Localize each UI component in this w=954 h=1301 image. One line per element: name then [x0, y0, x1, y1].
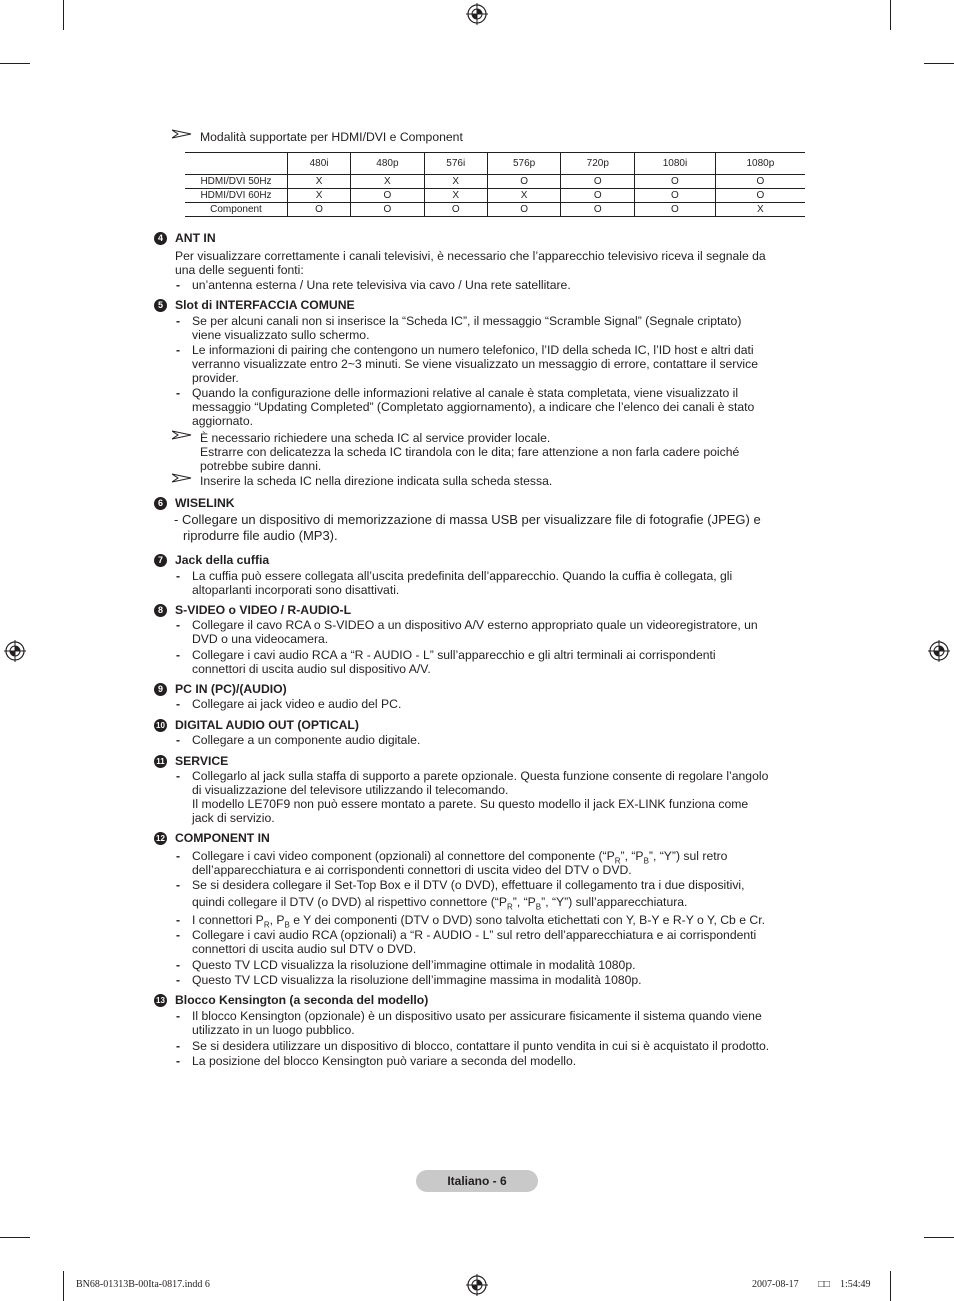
section-title: S-VIDEO o VIDEO / R-AUDIO-L	[175, 603, 352, 617]
section-title: Blocco Kensington (a seconda del modello)	[175, 993, 429, 1007]
section-number-badge: 10	[154, 719, 167, 732]
table-corner	[185, 153, 288, 175]
bullet-text: Collegare i cavi audio RCA a “R - AUDIO - L” sull’apparecchio e gli altri terminali ai corrispondenti	[192, 648, 716, 662]
bullet-text: DVD o una videocamera.	[192, 632, 329, 646]
table-header-cell: 480i	[288, 153, 351, 175]
subscript-b: B	[643, 856, 649, 866]
table-cell: O	[351, 203, 425, 217]
bullet-dash: -	[176, 958, 181, 972]
crop-mark	[924, 1237, 954, 1238]
bullet-dash: -	[176, 878, 181, 892]
bullet-dash: -	[176, 973, 181, 987]
paragraph-line: Per visualizzare correttamente i canali televisivi, è necessario che l’apparecchio televisivo riceva il segnale da	[175, 249, 766, 263]
bullet-dash: -	[176, 913, 181, 927]
text-run: , P	[269, 913, 285, 927]
bullet-text: Se per alcuni canali non si inserisce la “Scheda IC”, il messaggio “Scramble Signal” (Segnale criptato)	[192, 314, 742, 328]
bullet-text: jack di servizio.	[192, 811, 275, 825]
table-cell: O	[715, 175, 805, 189]
bullet-dash: -	[176, 1039, 181, 1053]
note-arrow-icon	[172, 129, 192, 139]
paragraph-line: riprodurre file audio (MP3).	[183, 528, 338, 543]
bullet-text	[192, 895, 687, 915]
table-cell: O	[561, 189, 635, 203]
table-header-cell: 576p	[487, 153, 561, 175]
text-run: I connettori P	[192, 913, 264, 927]
note-arrow-icon	[172, 430, 192, 440]
bullet-text: altoparlanti incorporati sono disattivati.	[192, 583, 400, 597]
section-number-badge: 6	[154, 497, 167, 510]
bullet-text: un’antenna esterna / Una rete televisiva via cavo / Una rete satellitare.	[192, 278, 571, 292]
text-run: ”, “P	[620, 849, 644, 863]
table-header-cell: 576i	[424, 153, 487, 175]
paragraph-line: - Collegare un dispositivo di memorizzazione di massa USB per visualizzare file di fotografie (JPEG) e	[174, 512, 761, 527]
footer-time: 1:54:49	[840, 1279, 871, 1290]
bullet-dash: -	[176, 1009, 181, 1023]
crop-mark	[890, 1271, 891, 1301]
text-run: ”, “Y”) sull’apparecchiatura.	[541, 895, 688, 909]
section-number-badge: 5	[154, 299, 167, 312]
table-cell: O	[487, 175, 561, 189]
footer-boxes: □□	[818, 1279, 831, 1290]
note-text: Inserire la scheda IC nella direzione indicata sulla scheda stessa.	[200, 474, 553, 488]
bullet-text: Collegare a un componente audio digitale.	[192, 733, 421, 747]
section-number-badge: 13	[154, 994, 167, 1007]
bullet-dash: -	[176, 648, 181, 662]
bullet-text: Il blocco Kensington (opzionale) è un dispositivo usato per assicurare fisicamente il sistema quando viene	[192, 1009, 762, 1023]
bullet-dash: -	[176, 733, 181, 747]
bullet-text: Il modello LE70F9 non può essere montato a parete. Su questo modello il jack EX-LINK funziona come	[192, 797, 749, 811]
section-number-badge: 11	[154, 755, 167, 768]
bullet-dash: -	[176, 314, 181, 328]
registration-mark-icon	[928, 640, 950, 662]
bullet-text: connettori di uscita audio sul dispositivo A/V.	[192, 662, 431, 676]
bullet-dash: -	[176, 343, 181, 357]
section-title: COMPONENT IN	[175, 831, 270, 845]
registration-mark-icon	[466, 1274, 488, 1296]
bullet-text: dell’apparecchiatura e ai corrispondenti connettori di uscita video del DTV o DVD.	[192, 863, 632, 877]
bullet-dash: -	[176, 386, 181, 400]
bullet-dash: -	[176, 697, 181, 711]
bullet-text: Se si desidera collegare il Set-Top Box e il DTV (o DVD), effettuare il collegamento tra i due dispositivi,	[192, 878, 745, 892]
page-number-label: Italiano - 6	[416, 1170, 538, 1192]
row-label: Component	[185, 203, 288, 217]
subscript-r: R	[614, 856, 621, 866]
section-number-badge: 7	[154, 554, 167, 567]
text-run: ”, “Y”) sul retro	[648, 849, 728, 863]
bullet-text: La cuffia può essere collegata all’uscita predefinita dell’apparecchio. Quando la cuffia è collegata, gli	[192, 569, 733, 583]
bullet-dash: -	[176, 569, 181, 583]
bullet-text: Collegare il cavo RCA o S-VIDEO a un dispositivo A/V esterno appropriato quale un videoregistratore, un	[192, 618, 758, 632]
section-title: ANT IN	[175, 231, 216, 245]
section-number-badge: 4	[154, 232, 167, 245]
subscript-b: B	[284, 920, 290, 930]
table-row	[185, 203, 805, 217]
section-title: WISELINK	[175, 496, 235, 510]
bullet-text: connettori di uscita audio sul DTV o DVD.	[192, 942, 417, 956]
table-header-cell: 480p	[351, 153, 425, 175]
table-cell: X	[487, 189, 561, 203]
table-cell: X	[288, 175, 351, 189]
table-cell: O	[715, 189, 805, 203]
crop-mark	[0, 63, 30, 64]
table-cell: O	[487, 203, 561, 217]
bullet-text: Collegarlo al jack sulla staffa di supporto a parete opzionale. Questa funzione consente di regolare l’angolo	[192, 769, 769, 783]
crop-mark	[0, 1237, 30, 1238]
row-label: HDMI/DVI 50Hz	[185, 175, 288, 189]
bullet-dash: -	[176, 769, 181, 783]
paragraph-line: una delle seguenti fonti:	[175, 263, 304, 277]
section-title: PC IN (PC)/(AUDIO)	[175, 682, 287, 696]
text-run: e Y dei componenti (DTV o DVD) sono talvolta etichettati con Y, B-Y e R-Y o Y, Cb e Cr.	[289, 913, 765, 927]
table-cell: O	[635, 175, 716, 189]
crop-mark	[63, 1271, 64, 1301]
table-cell: O	[635, 189, 716, 203]
bullet-text: Questo TV LCD visualizza la risoluzione dell’immagine massima in modalità 1080p.	[192, 973, 642, 987]
bullet-text: aggiornato.	[192, 414, 253, 428]
bullet-text: Collegare ai jack video e audio del PC.	[192, 697, 402, 711]
bullet-dash: -	[176, 278, 181, 292]
section-title: SERVICE	[175, 754, 229, 768]
bullet-text: Quando la configurazione delle informazioni relative al canale è stata completata, viene visualizzato il	[192, 386, 739, 400]
bullet-text: utilizzato in un luogo pubblico.	[192, 1023, 355, 1037]
table-cell: X	[424, 189, 487, 203]
subscript-r: R	[506, 902, 513, 912]
table-cell: X	[715, 203, 805, 217]
note-text: Estrarre con delicatezza la scheda IC tirandola con le dita; fare attenzione a non farla cadere poiché	[200, 445, 740, 459]
section-title: DIGITAL AUDIO OUT (OPTICAL)	[175, 718, 359, 732]
bullet-text: Collegare i cavi audio RCA (opzionali) a “R - AUDIO - L” sul retro dell’apparecchiatura e ai corrispondenti	[192, 928, 757, 942]
footer-date: 2007-08-17	[752, 1279, 799, 1290]
row-label: HDMI/DVI 60Hz	[185, 189, 288, 203]
table-cell: O	[424, 203, 487, 217]
table-cell: X	[424, 175, 487, 189]
bullet-dash: -	[176, 928, 181, 942]
crop-mark	[63, 0, 64, 30]
note-arrow-icon	[172, 473, 192, 483]
bullet-text: verranno visualizzate entro 2~3 minuti. Se viene visualizzato un messaggio di errore, contattare il service	[192, 357, 758, 371]
bullet-dash: -	[176, 618, 181, 632]
section-number-badge: 12	[154, 832, 167, 845]
table-header-cell: 720p	[561, 153, 635, 175]
text-run: Collegare i cavi video component (opzionali) al connettore del componente (“P	[192, 849, 615, 863]
section-title: Slot di INTERFACCIA COMUNE	[175, 298, 355, 312]
bullet-text: di visualizzazione del televisore utilizzando il telecomando.	[192, 783, 509, 797]
bullet-dash: -	[176, 849, 181, 863]
table-cell: O	[561, 175, 635, 189]
subscript-b: B	[535, 902, 542, 912]
table-cell: X	[288, 189, 351, 203]
note-text: potrebbe subire danni.	[200, 459, 322, 473]
table-cell: O	[635, 203, 716, 217]
registration-mark-icon	[466, 3, 488, 25]
bullet-text: provider.	[192, 371, 239, 385]
bullet-text: Questo TV LCD visualizza la risoluzione dell’immagine ottimale in modalità 1080p.	[192, 958, 636, 972]
bullet-text: messaggio “Updating Completed” (Completato aggiornamento), a indicare che l’elenco dei canali è stato	[192, 400, 755, 414]
crop-mark	[924, 63, 954, 64]
table-header-cell: 1080i	[635, 153, 716, 175]
subscript-r: R	[263, 920, 270, 930]
bullet-text: La posizione del blocco Kensington può variare a seconda del modello.	[192, 1054, 577, 1068]
section-number-badge: 9	[154, 683, 167, 696]
table-header-cell: 1080p	[715, 153, 805, 175]
bullet-text: Le informazioni di pairing che contengono un numero telefonico, l’ID della scheda IC, l’ID host e altri dati	[192, 343, 754, 357]
footer-filename: BN68-01313B-00Ita-0817.indd 6	[76, 1279, 210, 1290]
modes-table	[185, 152, 805, 217]
crop-mark	[890, 0, 891, 30]
table-header-row	[185, 153, 805, 175]
table-cell: O	[561, 203, 635, 217]
bullet-text: viene visualizzato sullo schermo.	[192, 328, 370, 342]
section-title: Jack della cuffia	[175, 553, 270, 567]
bullet-text: Se si desidera utilizzare un dispositivo di blocco, contattare il punto vendita in cui si è acquistato il prodotto.	[192, 1039, 770, 1053]
section-number-badge: 8	[154, 604, 167, 617]
table-cell: O	[288, 203, 351, 217]
registration-mark-icon	[4, 640, 26, 662]
note-modes: Modalità supportate per HDMI/DVI e Component	[200, 130, 463, 144]
bullet-dash: -	[176, 1054, 181, 1068]
table-cell: O	[351, 189, 425, 203]
table-row	[185, 175, 805, 189]
note-text: È necessario richiedere una scheda IC al service provider locale.	[200, 431, 551, 445]
text-run: quindi collegare il DTV (o DVD) al rispettivo connettore (“P	[192, 895, 507, 909]
table-cell: X	[351, 175, 425, 189]
table-row	[185, 189, 805, 203]
text-run: ”, “P	[512, 895, 536, 909]
